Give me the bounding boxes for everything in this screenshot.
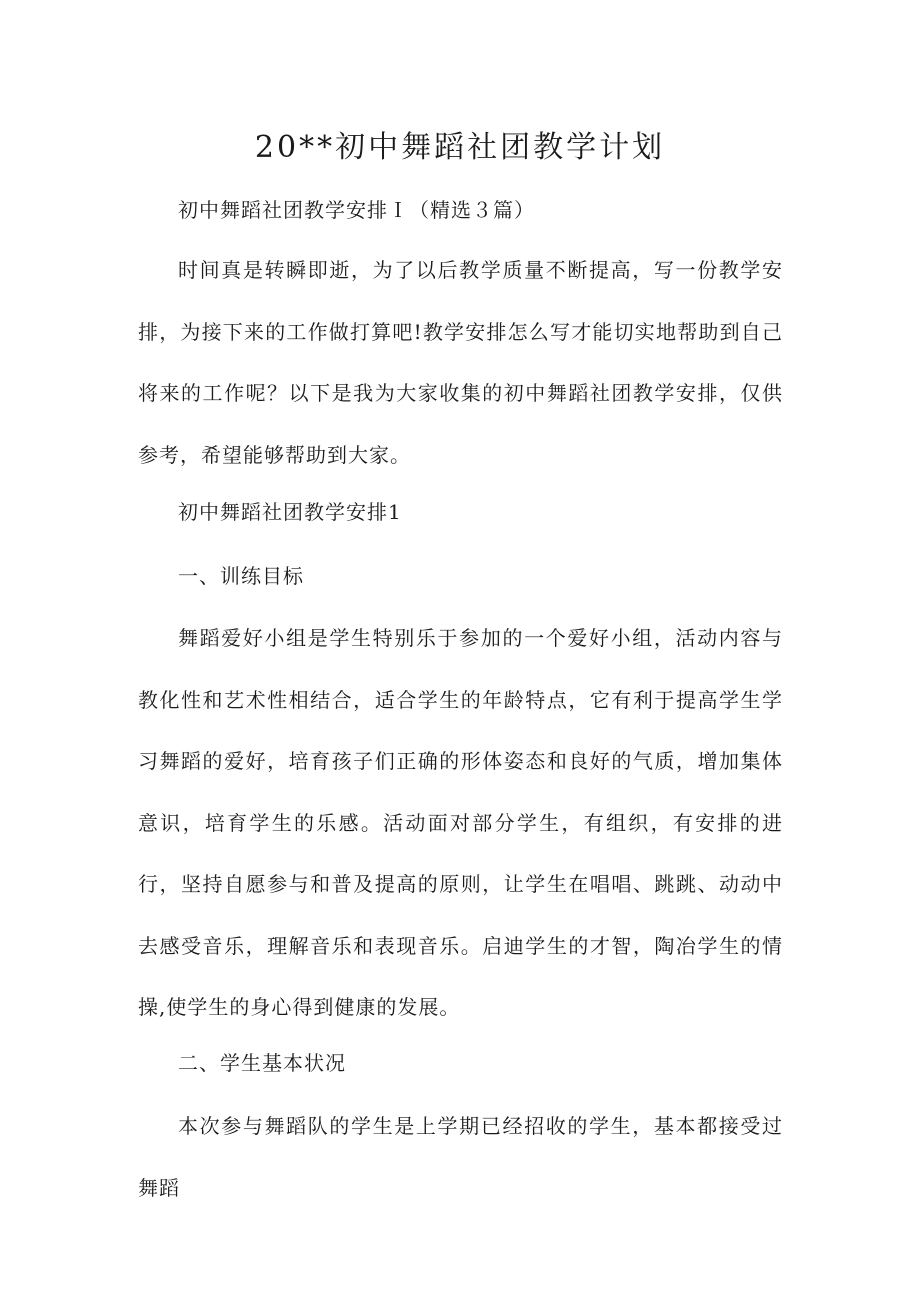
section-title: 初中舞蹈社团教学安排1 xyxy=(178,500,402,524)
heading-training-goals: 一、训练目标 xyxy=(178,564,304,588)
student-status-paragraph: 本次参与舞蹈队的学生是上学期已经招收的学生，基本都接受过舞蹈 xyxy=(138,1114,783,1200)
heading-student-status: 二、学生基本状况 xyxy=(178,1051,346,1075)
document-subtitle: 初中舞蹈社团教学安排Ｉ（精选３篇） xyxy=(178,198,535,222)
training-goals-paragraph: 舞蹈爱好小组是学生特别乐于参加的一个爱好小组，活动内容与教化性和艺术性相结合，适合学生的年龄特点，它有利于提高学生学习舞蹈的爱好，培育孩子们正确的形体姿态和良好的气质，增加集体意识，培育学生的乐感。活动面对部分学生，有组织，有安排的进行，坚持自愿参与和普及提高的原则，让学生在唱唱、跳跳、动动中去感受音乐，理解音乐和表现音乐。启迪学生的才智，陶冶学生的情操,使学生的身心得到健康的发展。 xyxy=(138,626,783,1019)
document-title: 20**初中舞蹈社团教学计划 xyxy=(254,130,666,165)
intro-paragraph: 时间真是转瞬即逝，为了以后教学质量不断提高，写一份教学安排，为接下来的工作做打算吧!教学安排怎么写才能切实地帮助到自己将来的工作呢？以下是我为大家收集的初中舞蹈社团教学安排，仅供参考，希望能够帮助到大家。 xyxy=(138,258,783,467)
